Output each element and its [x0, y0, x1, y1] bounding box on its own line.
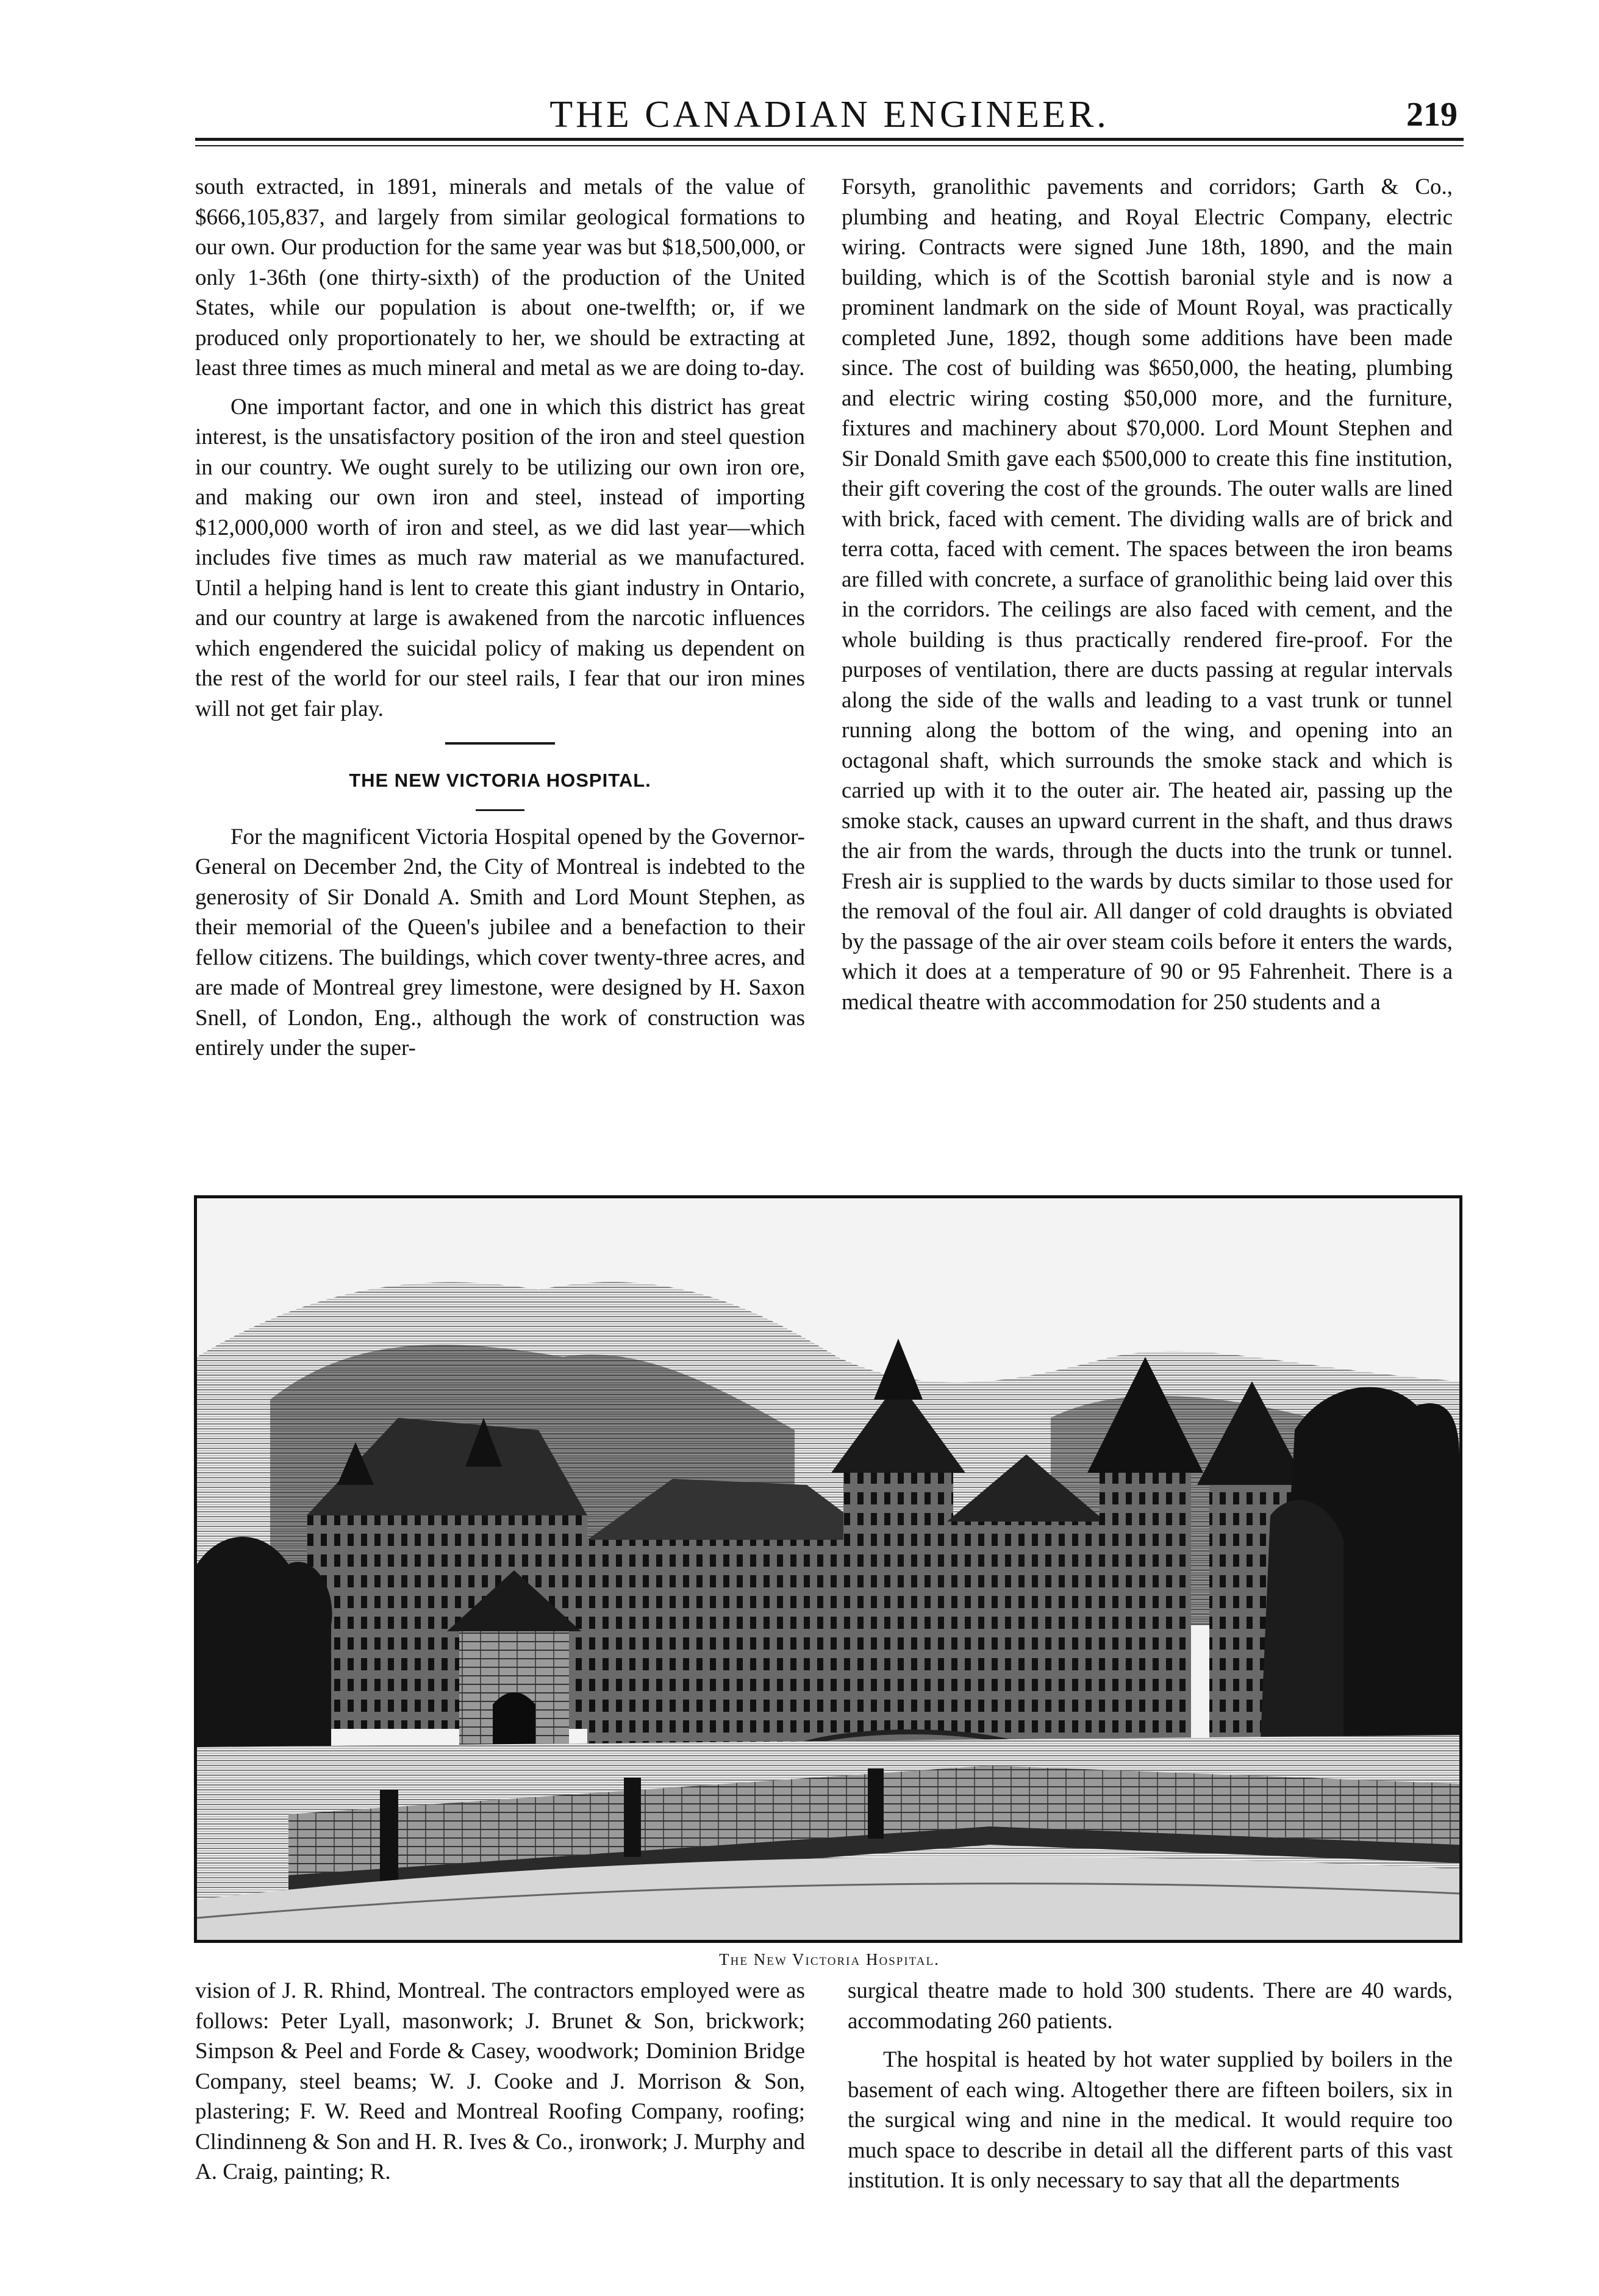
right-column-bottom	[848, 1976, 1453, 2196]
section-heading: THE NEW VICTORIA HOSPITAL.	[349, 770, 651, 791]
paragraph: One important factor, and one in which this district has great interest, is the unsatisfactory position of the iron and steel question in our country. We ought surely to be utilizing our own iron ore, and making our own iron and steel, instead of importing $12,000,000 worth of iron and steel, as we did last year—which includes five times as much raw material as we manufactured. Until a helping hand is lent to create this giant industry in Ontario, and our country at large is awakened from the narcotic influences which engendered the suicidal policy of making us dependent on the rest of the world for our steel rails, I fear that our iron mines will not get fair play.	[195, 394, 805, 721]
hospital-illustration	[194, 1195, 1462, 1943]
section-divider	[445, 742, 555, 745]
paragraph: Forsyth, granolithic pavements and corridors; Garth & Co., plumbing and heating, and Royal Electric Company, electric wiring. Contracts were signed June 18th, 1890, and the main building, which is of the Scottish baronial style and is now a prominent landmark on the side of Mount Royal, was practically completed June, 1892, though some additions have been made since. The cost of building was $650,000, the heating, plumbing and electric wiring costing $50,000 more, and the furniture, fixtures and machinery about $70,000. Lord Mount Stephen and Sir Donald Smith gave each $500,000 to create this fine institution, their gift covering the cost of the grounds. The outer walls are lined with brick, faced with cement. The dividing walls are of brick and terra cotta, faced with cement. The spaces between the iron beams are filled with concrete, a surface of granolithic being laid over this in the corridors. The ceilings are also faced with cement, and the whole building is thus practically rendered fire-proof. For the purposes of ventilation, there are ducts passing at regular intervals along the side of the walls and leading to a vast trunk or tunnel running along the bottom of the wing, and opening into an octagonal shaft, which surrounds the smoke stack and which is carried up with it to the outer air. The heated air, passing up the smoke stack, causes an upward current in the shaft, and thus draws the air from the wards, through the ducts into the trunk or tunnel. Fresh air is supplied to the wards by ducts similar to those used for the removal of the foul air. All danger of cold draughts is obviated by the passage of the air over steam coils before it enters the wards, which it does at a temperature of 90 or 95 Fahrenheit. There is a medical theatre with accommodation for 250 students and a	[842, 174, 1453, 1015]
left-column-bottom	[195, 1976, 805, 2187]
paragraph: surgical theatre made to hold 300 students. There are 40 wards, accommodating 260 patients.	[848, 1978, 1453, 2034]
header-rule-thick	[195, 138, 1464, 141]
page-number: 219	[1406, 96, 1458, 134]
running-title: THE CANADIAN ENGINEER.	[549, 94, 1109, 135]
left-column-top	[195, 172, 805, 1064]
header-rule-thin	[195, 145, 1464, 146]
paragraph: vision of J. R. Rhind, Montreal. The contractors employed were as follows: Peter Lyall, masonwork; J. Brunet & Son, brickwork; Simpson & Peel and Forde & Casey, woodwork; Dominion Bridge Company, steel beams; W. J. Cooke and J. Morrison & Son, plastering; F. W. Reed and Montreal Roofing Company, roofing; Clindinneng & Son and H. R. Ives & Co., ironwork; J. Murphy and A. Craig, painting; R.	[195, 1978, 805, 2184]
heading-underline	[476, 809, 524, 811]
hospital-engraving	[197, 1198, 1459, 1940]
figure-caption: The New Victoria Hospital.	[719, 1950, 940, 1969]
page-header	[195, 90, 1464, 139]
paragraph: south extracted, in 1891, minerals and metals of the value of $666,105,837, and largely from similar geological formations to our own. Our production for the same year was but $18,500,000, or only 1-36th (one thirty-sixth) of the production of the United States, while our population is about one-twelfth; or, if we produced only proportionately to her, we should be extracting at least three times as much mineral and metal as we are doing to-day.	[195, 174, 805, 381]
paragraph: The hospital is heated by hot water supplied by boilers in the basement of each wing. Altogether there are fifteen boilers, six in the surgical wing and nine in the medical. It would require too much space to describe in detail all the different parts of this vast institution. It is only necessary to say that all the departments	[848, 2047, 1453, 2193]
right-column-top	[842, 172, 1453, 1017]
paragraph: For the magnificent Victoria Hospital opened by the Governor-General on December 2nd, the City of Montreal is indebted to the generosity of Sir Donald A. Smith and Lord Mount Stephen, as their memorial of the Queen's jubilee and a benefaction to their fellow citizens. The buildings, which cover twenty-three acres, and are made of Montreal grey limestone, were designed by H. Saxon Snell, of London, Eng., although the work of construction was entirely under the super-	[195, 824, 805, 1060]
